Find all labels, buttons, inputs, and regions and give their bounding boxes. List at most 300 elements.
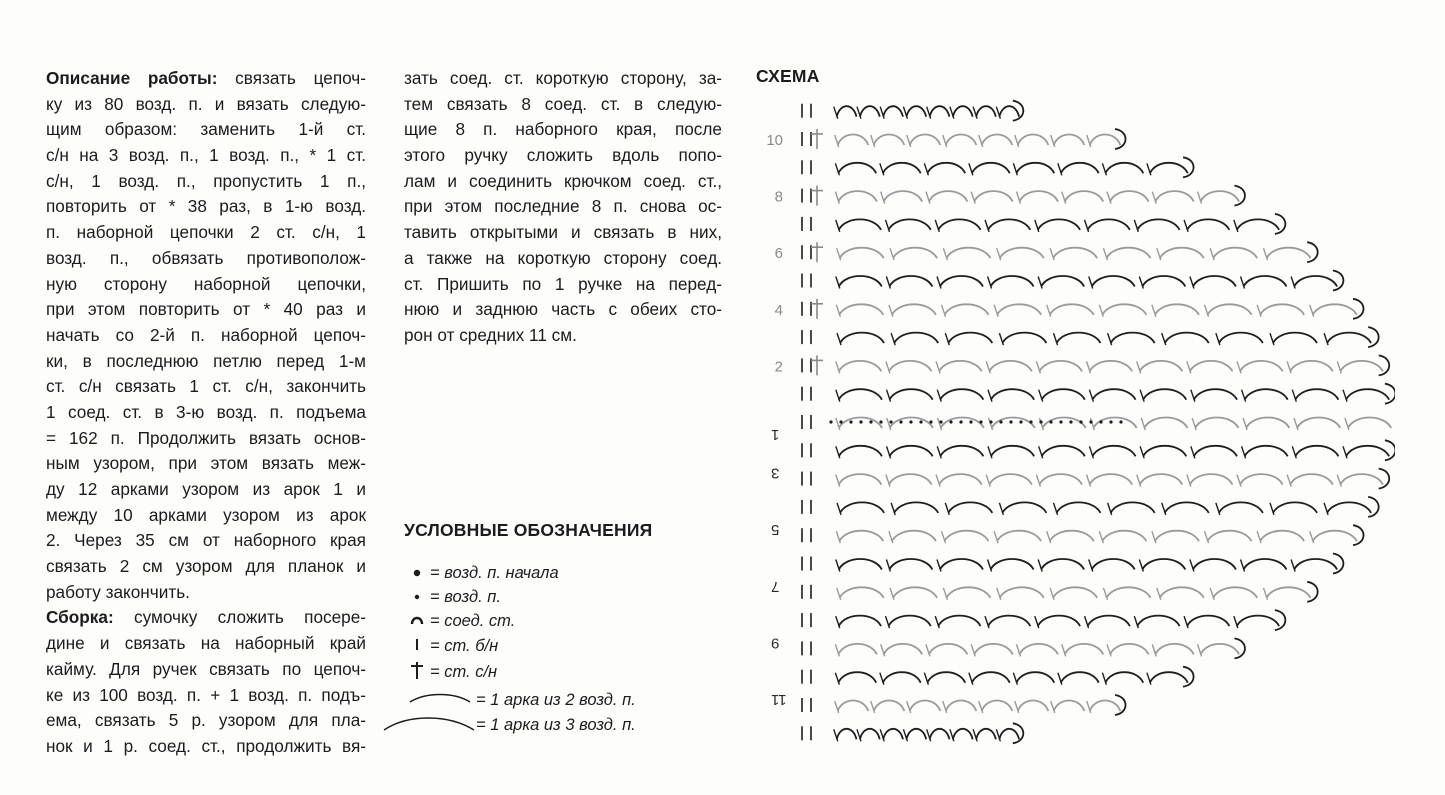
chain-dot	[909, 420, 912, 423]
chain-dot	[1109, 420, 1112, 423]
stitch-mark	[985, 220, 989, 232]
stitch-mark	[1015, 701, 1019, 713]
chain-arc	[1194, 389, 1237, 400]
edge-arc	[1353, 525, 1364, 545]
stitch-mark	[1108, 333, 1112, 345]
chain-arc	[1246, 418, 1289, 429]
chain-arc	[892, 531, 936, 542]
chain-arc	[839, 304, 883, 315]
legend-text: = ст. б/н	[430, 637, 499, 655]
stitch-mark	[979, 701, 983, 713]
chain-arc	[1143, 446, 1186, 457]
line-text: начать со 2-й п. наборной цепоч-	[46, 324, 366, 345]
text-line	[46, 66, 366, 92]
chain-arc	[1090, 701, 1121, 712]
stitch-mark	[1134, 220, 1138, 232]
stitch-mark	[1089, 390, 1093, 402]
chain-arc	[1290, 474, 1333, 485]
stitch-mark	[943, 588, 947, 600]
stitch-mark	[997, 248, 1001, 260]
chain-arc	[1105, 163, 1143, 174]
edge-arc	[1013, 101, 1024, 121]
chain-arc	[1002, 502, 1046, 513]
stitch-mark	[889, 531, 893, 543]
stitch-mark	[1343, 390, 1347, 402]
stitch-mark	[1102, 163, 1106, 175]
chain-arc	[1039, 361, 1082, 372]
stitch-mark	[1039, 418, 1043, 430]
chain-arc	[1042, 418, 1085, 429]
stitch-mark	[994, 305, 998, 317]
chain-arc	[1155, 644, 1193, 655]
stitch-mark	[1234, 616, 1238, 628]
stitch-mark	[887, 418, 891, 430]
stitch-mark	[1087, 701, 1091, 713]
chain-dot	[1069, 420, 1072, 423]
stitch-mark	[937, 560, 941, 572]
stitch-mark	[924, 673, 928, 685]
chain-arc	[910, 701, 941, 712]
stitch-mark	[836, 305, 840, 317]
chain-arc	[997, 304, 1041, 315]
chain-arc	[893, 587, 937, 598]
chain-arc	[1165, 502, 1209, 513]
stitch-mark	[1157, 588, 1161, 600]
chain-arc	[1165, 333, 1209, 344]
chain-arc	[1054, 135, 1085, 146]
stitch-mark	[837, 503, 841, 515]
chain-arc	[1053, 587, 1097, 598]
chain-arc	[839, 389, 882, 400]
stitch-mark	[1187, 361, 1191, 373]
edge-arc	[1379, 355, 1390, 375]
chain-arc	[1106, 248, 1150, 259]
chain-arc	[1290, 361, 1333, 372]
stitch-mark	[1210, 248, 1214, 260]
stitch-mark	[886, 361, 890, 373]
line-text: возд. п., обвязать противополож-	[46, 247, 366, 268]
legend-item	[404, 690, 636, 711]
text-line	[46, 143, 366, 169]
dot-icon	[404, 588, 430, 607]
line-text: сумочку сложить посере-	[113, 607, 366, 628]
chain-arc	[988, 219, 1030, 230]
stitch-mark	[1310, 531, 1314, 543]
stitch-mark	[1036, 361, 1040, 373]
line-text: ст. с/н связать 1 ст. с/н, закончить	[46, 376, 366, 397]
chain-arc	[1294, 559, 1337, 570]
stitch-mark	[1035, 220, 1039, 232]
chain-arc	[1018, 701, 1049, 712]
stitch-mark	[1324, 333, 1328, 345]
text-line	[46, 528, 366, 554]
text-line	[46, 349, 366, 375]
stitch-mark	[1085, 220, 1089, 232]
chain-arc	[1327, 333, 1371, 344]
stitch-mark	[943, 701, 947, 713]
stitch-mark	[969, 163, 973, 175]
chain-arc	[838, 644, 876, 655]
stitch-mark	[1291, 277, 1295, 289]
chain-arc	[1240, 474, 1283, 485]
chain-arc	[1090, 361, 1133, 372]
bold-lead: Сборка:	[46, 607, 114, 628]
chain-arc	[976, 106, 996, 117]
chain-arc	[991, 276, 1034, 287]
stitch-mark	[1190, 277, 1194, 289]
stitch-mark	[1050, 248, 1054, 260]
chain-arc	[1088, 219, 1130, 230]
chain-arc	[974, 644, 1012, 655]
legend-text: = возд. п.	[430, 588, 501, 606]
chain-arc	[839, 446, 882, 457]
text-line	[46, 323, 366, 349]
chain-arc	[1110, 644, 1148, 655]
line-text: ным узором, при этом вязать меж-	[46, 453, 366, 474]
chain-arc	[888, 219, 930, 230]
chain-arc	[1195, 418, 1238, 429]
chain-arc	[1294, 276, 1337, 287]
chain-dot	[879, 420, 882, 423]
chain-arc	[837, 106, 857, 117]
chain-arc	[840, 333, 884, 344]
line-text: щим образом: заменить 1-й ст.	[46, 119, 366, 140]
chain-arc	[1260, 304, 1304, 315]
chain-arc	[930, 729, 950, 740]
legend-text: = 1 арка из 3 возд. п.	[476, 716, 636, 734]
chain-arc	[1053, 248, 1097, 259]
chain-arc	[1140, 361, 1183, 372]
edge-arc	[1234, 638, 1245, 658]
chain-arc	[927, 163, 965, 174]
stitch-mark	[885, 220, 889, 232]
chain-arc	[906, 106, 926, 117]
arc-3-icon	[382, 712, 476, 739]
text-line: рон от средних 11 см.	[404, 324, 577, 345]
chain-arc	[1102, 304, 1146, 315]
chain-arc	[939, 474, 982, 485]
chain-arc	[1111, 333, 1155, 344]
stitch-mark	[835, 673, 839, 685]
text-line	[46, 426, 366, 452]
stitch-mark	[1205, 305, 1209, 317]
chain-arc	[1160, 248, 1204, 259]
stitch-mark	[988, 446, 992, 458]
stitch-mark	[1087, 361, 1091, 373]
chain-arc	[948, 333, 992, 344]
chain-arc	[1092, 276, 1135, 287]
chain-arc	[1213, 587, 1257, 598]
text-line	[46, 708, 366, 734]
chain-arc	[1313, 304, 1357, 315]
chain-dot	[989, 420, 992, 423]
chain-arc	[1038, 219, 1080, 230]
chain-arc	[893, 248, 937, 259]
stitch-mark	[835, 135, 839, 147]
chain-dot	[919, 420, 922, 423]
edge-arc	[1385, 440, 1395, 460]
edge-arc	[1275, 610, 1286, 630]
text-line: тем связать 8 соед. ст. в следую-	[404, 93, 722, 114]
chain-arc	[883, 163, 921, 174]
chain-arc	[1190, 474, 1233, 485]
chain-dot	[939, 420, 942, 423]
stitch-mark	[942, 305, 946, 317]
stitch-mark	[1051, 135, 1055, 147]
stitch-mark	[971, 192, 975, 204]
stitch-mark	[999, 503, 1003, 515]
chain-arc	[1016, 163, 1054, 174]
stitch-mark	[969, 673, 973, 685]
chain-arc	[1000, 587, 1044, 598]
text-line: зать соед. ст. короткую сторону, за-	[404, 68, 722, 88]
chain-arc	[1105, 672, 1143, 683]
edge-arc	[1368, 327, 1379, 347]
legend-text: = соед. ст.	[430, 612, 516, 630]
legend-item	[404, 588, 501, 607]
chain-arc	[939, 361, 982, 372]
chain-arc	[884, 191, 922, 202]
chain-arc	[840, 502, 884, 513]
chain-arc	[1142, 559, 1185, 570]
chain-arc	[1297, 418, 1340, 429]
chain-dot	[1049, 420, 1052, 423]
text-line	[46, 605, 366, 631]
stitch-mark	[1264, 588, 1268, 600]
row-label: 1	[771, 426, 780, 443]
stitch-mark	[880, 163, 884, 175]
stitch-mark	[943, 248, 947, 260]
stitch-mark	[1089, 560, 1093, 572]
edge-arc	[1183, 667, 1194, 687]
legend-text: = ст. с/н	[430, 663, 498, 681]
stitch-mark	[1243, 418, 1247, 430]
stitch-mark	[1337, 361, 1341, 373]
chain-arc	[889, 474, 932, 485]
stitch-mark	[871, 701, 875, 713]
stitch-mark	[1039, 390, 1043, 402]
stitch-mark	[886, 560, 890, 572]
stitch-mark	[997, 588, 1001, 600]
text-line: при этом последние 8 п. снова ос-	[404, 196, 722, 217]
legend-text: = 1 арка из 2 возд. п.	[476, 691, 636, 709]
text-line	[46, 246, 366, 272]
chain-arc	[888, 616, 930, 627]
line-text: 1 соед. ст. в 3-ю возд. п. подъема	[46, 401, 366, 422]
chain-arc	[1057, 502, 1101, 513]
chain-arc	[1340, 361, 1383, 372]
chain-arc	[1041, 276, 1084, 287]
chain-arc	[1002, 333, 1046, 344]
chain-arc	[1267, 248, 1311, 259]
stitch-mark	[985, 616, 989, 628]
chain-arc	[1090, 474, 1133, 485]
stitch-mark	[886, 475, 890, 487]
line-text: ду 12 арками узором из арок 1 и	[46, 479, 366, 499]
chain-dot	[1089, 420, 1092, 423]
chain-arc	[1137, 616, 1179, 627]
stitch-mark	[1047, 531, 1051, 543]
chain-dot	[949, 420, 952, 423]
row-label: 7	[771, 577, 780, 595]
chain-arc	[1245, 389, 1288, 400]
stitch-mark	[1216, 503, 1220, 515]
single-crochet-icon	[404, 636, 430, 657]
stitch-mark	[836, 475, 840, 487]
chain-arc	[1208, 531, 1252, 542]
chain-arc	[890, 389, 933, 400]
line-text: с/н на 3 возд. п., 1 возд. п., * 1 ст.	[46, 145, 366, 166]
stitch-mark	[1087, 135, 1091, 147]
bold-dot-icon	[404, 564, 430, 583]
stitch-mark	[1291, 560, 1295, 572]
chain-dot	[1039, 420, 1042, 423]
text-line: ст. Пришить по 1 ручке на перед-	[404, 273, 722, 294]
text-line	[46, 194, 366, 220]
stitch-mark	[1140, 446, 1144, 458]
chain-dot	[1079, 420, 1082, 423]
line-text: кайму. Для ручек связать по цепоч-	[46, 658, 366, 679]
stitch-mark	[1016, 644, 1020, 656]
chain-arc	[1237, 219, 1279, 230]
stitch-mark	[1237, 475, 1241, 487]
stitch-mark	[836, 531, 840, 543]
stitch-mark	[1036, 475, 1040, 487]
chain-arc	[940, 276, 983, 287]
chain-arc	[940, 389, 983, 400]
chain-arc	[1267, 587, 1311, 598]
chain-arc	[991, 446, 1034, 457]
chain-arc	[1019, 644, 1057, 655]
chain-arc	[1160, 587, 1204, 598]
stitch-mark	[1241, 560, 1245, 572]
chain-arc	[1042, 446, 1085, 457]
chain-arc	[889, 276, 932, 287]
text-line	[46, 631, 366, 657]
chain-arc	[1144, 418, 1187, 429]
chain-arc	[1106, 587, 1150, 598]
stitch-mark	[836, 361, 840, 373]
stitch-mark	[891, 333, 895, 345]
stitch-mark	[835, 701, 839, 713]
stitch-mark	[1058, 673, 1062, 685]
row-label: 4	[774, 301, 783, 319]
stitch-mark	[1242, 446, 1246, 458]
text-line	[46, 272, 366, 298]
stitch-mark	[1015, 135, 1019, 147]
chain-arc	[1155, 304, 1199, 315]
stitch-mark	[837, 588, 841, 600]
scheme-heading: СХЕМА	[756, 66, 820, 86]
stitch-mark	[988, 560, 992, 572]
chain-arc	[1155, 191, 1193, 202]
stitch-mark	[1270, 333, 1274, 345]
row-label: 6	[774, 245, 783, 263]
text-line	[46, 374, 366, 400]
line-text: связать 2 см узором для планок и	[46, 556, 366, 577]
text-line	[46, 400, 366, 426]
text-line	[46, 657, 366, 683]
stitch-mark	[1089, 277, 1093, 289]
stitch-mark	[1147, 673, 1151, 685]
legend-item	[382, 712, 636, 739]
edge-arc	[1307, 242, 1318, 262]
chain-arc	[1201, 644, 1239, 655]
stitch-mark	[836, 418, 840, 430]
stitch-mark	[1345, 418, 1349, 430]
stitch-mark	[1234, 220, 1238, 232]
stitch-mark	[1087, 475, 1091, 487]
chain-arc	[889, 559, 932, 570]
chain-arc	[860, 729, 880, 740]
chain-arc	[945, 304, 989, 315]
stitch-mark	[1139, 560, 1143, 572]
text-line: нюю и заднюю часть с обеих сто-	[404, 299, 722, 320]
row-label: 10	[766, 132, 783, 149]
stitch-mark	[1157, 248, 1161, 260]
chain-arc	[1019, 191, 1057, 202]
stitch-mark	[1099, 531, 1103, 543]
stitch-mark	[881, 644, 885, 656]
bold-lead: Описание работы:	[46, 68, 218, 88]
chain-arc	[1092, 559, 1135, 570]
text-line	[46, 580, 366, 606]
stitch-mark	[942, 531, 946, 543]
chain-arc	[1208, 304, 1252, 315]
chain-arc	[1137, 219, 1179, 230]
stitch-mark	[871, 135, 875, 147]
chain-arc	[999, 729, 1019, 740]
chain-arc	[972, 163, 1010, 174]
chain-arc	[1155, 531, 1199, 542]
stitch-mark	[837, 248, 841, 260]
edge-arc	[1234, 186, 1245, 206]
stitch-mark	[1090, 418, 1094, 430]
stitch-mark	[1190, 560, 1194, 572]
row-label: 2	[774, 358, 783, 376]
chain-arc	[982, 701, 1013, 712]
stitch-mark	[1324, 503, 1328, 515]
chain-arc	[972, 672, 1010, 683]
chain-arc	[1273, 502, 1317, 513]
chain-arc	[1143, 389, 1186, 400]
stitch-mark	[1242, 390, 1246, 402]
chain-arc	[989, 361, 1032, 372]
line-text: ема, связать 5 р. узором для пла-	[46, 710, 366, 731]
chain-dot	[839, 420, 842, 423]
row-label: 11	[771, 691, 787, 708]
stitch-mark	[924, 163, 928, 175]
chain-arc	[838, 701, 869, 712]
chain-arc	[839, 474, 882, 485]
stitch-mark	[907, 135, 911, 147]
text-line	[46, 297, 366, 323]
chain-arc	[1140, 474, 1183, 485]
stitch-mark	[979, 135, 983, 147]
stitch-mark	[943, 135, 947, 147]
line-text: ки, в последнюю петлю перед 1-м	[46, 350, 366, 371]
chain-arc	[1050, 304, 1094, 315]
chain-arc	[999, 106, 1019, 117]
chain-arc	[1065, 191, 1103, 202]
chain-dot	[849, 420, 852, 423]
stitch-mark	[836, 560, 840, 572]
chain-arc	[1193, 276, 1236, 287]
stitch-mark	[1152, 531, 1156, 543]
chain-arc	[839, 531, 883, 542]
chain-dot	[899, 420, 902, 423]
line-text: между 10 арками узором из арок	[46, 504, 366, 525]
